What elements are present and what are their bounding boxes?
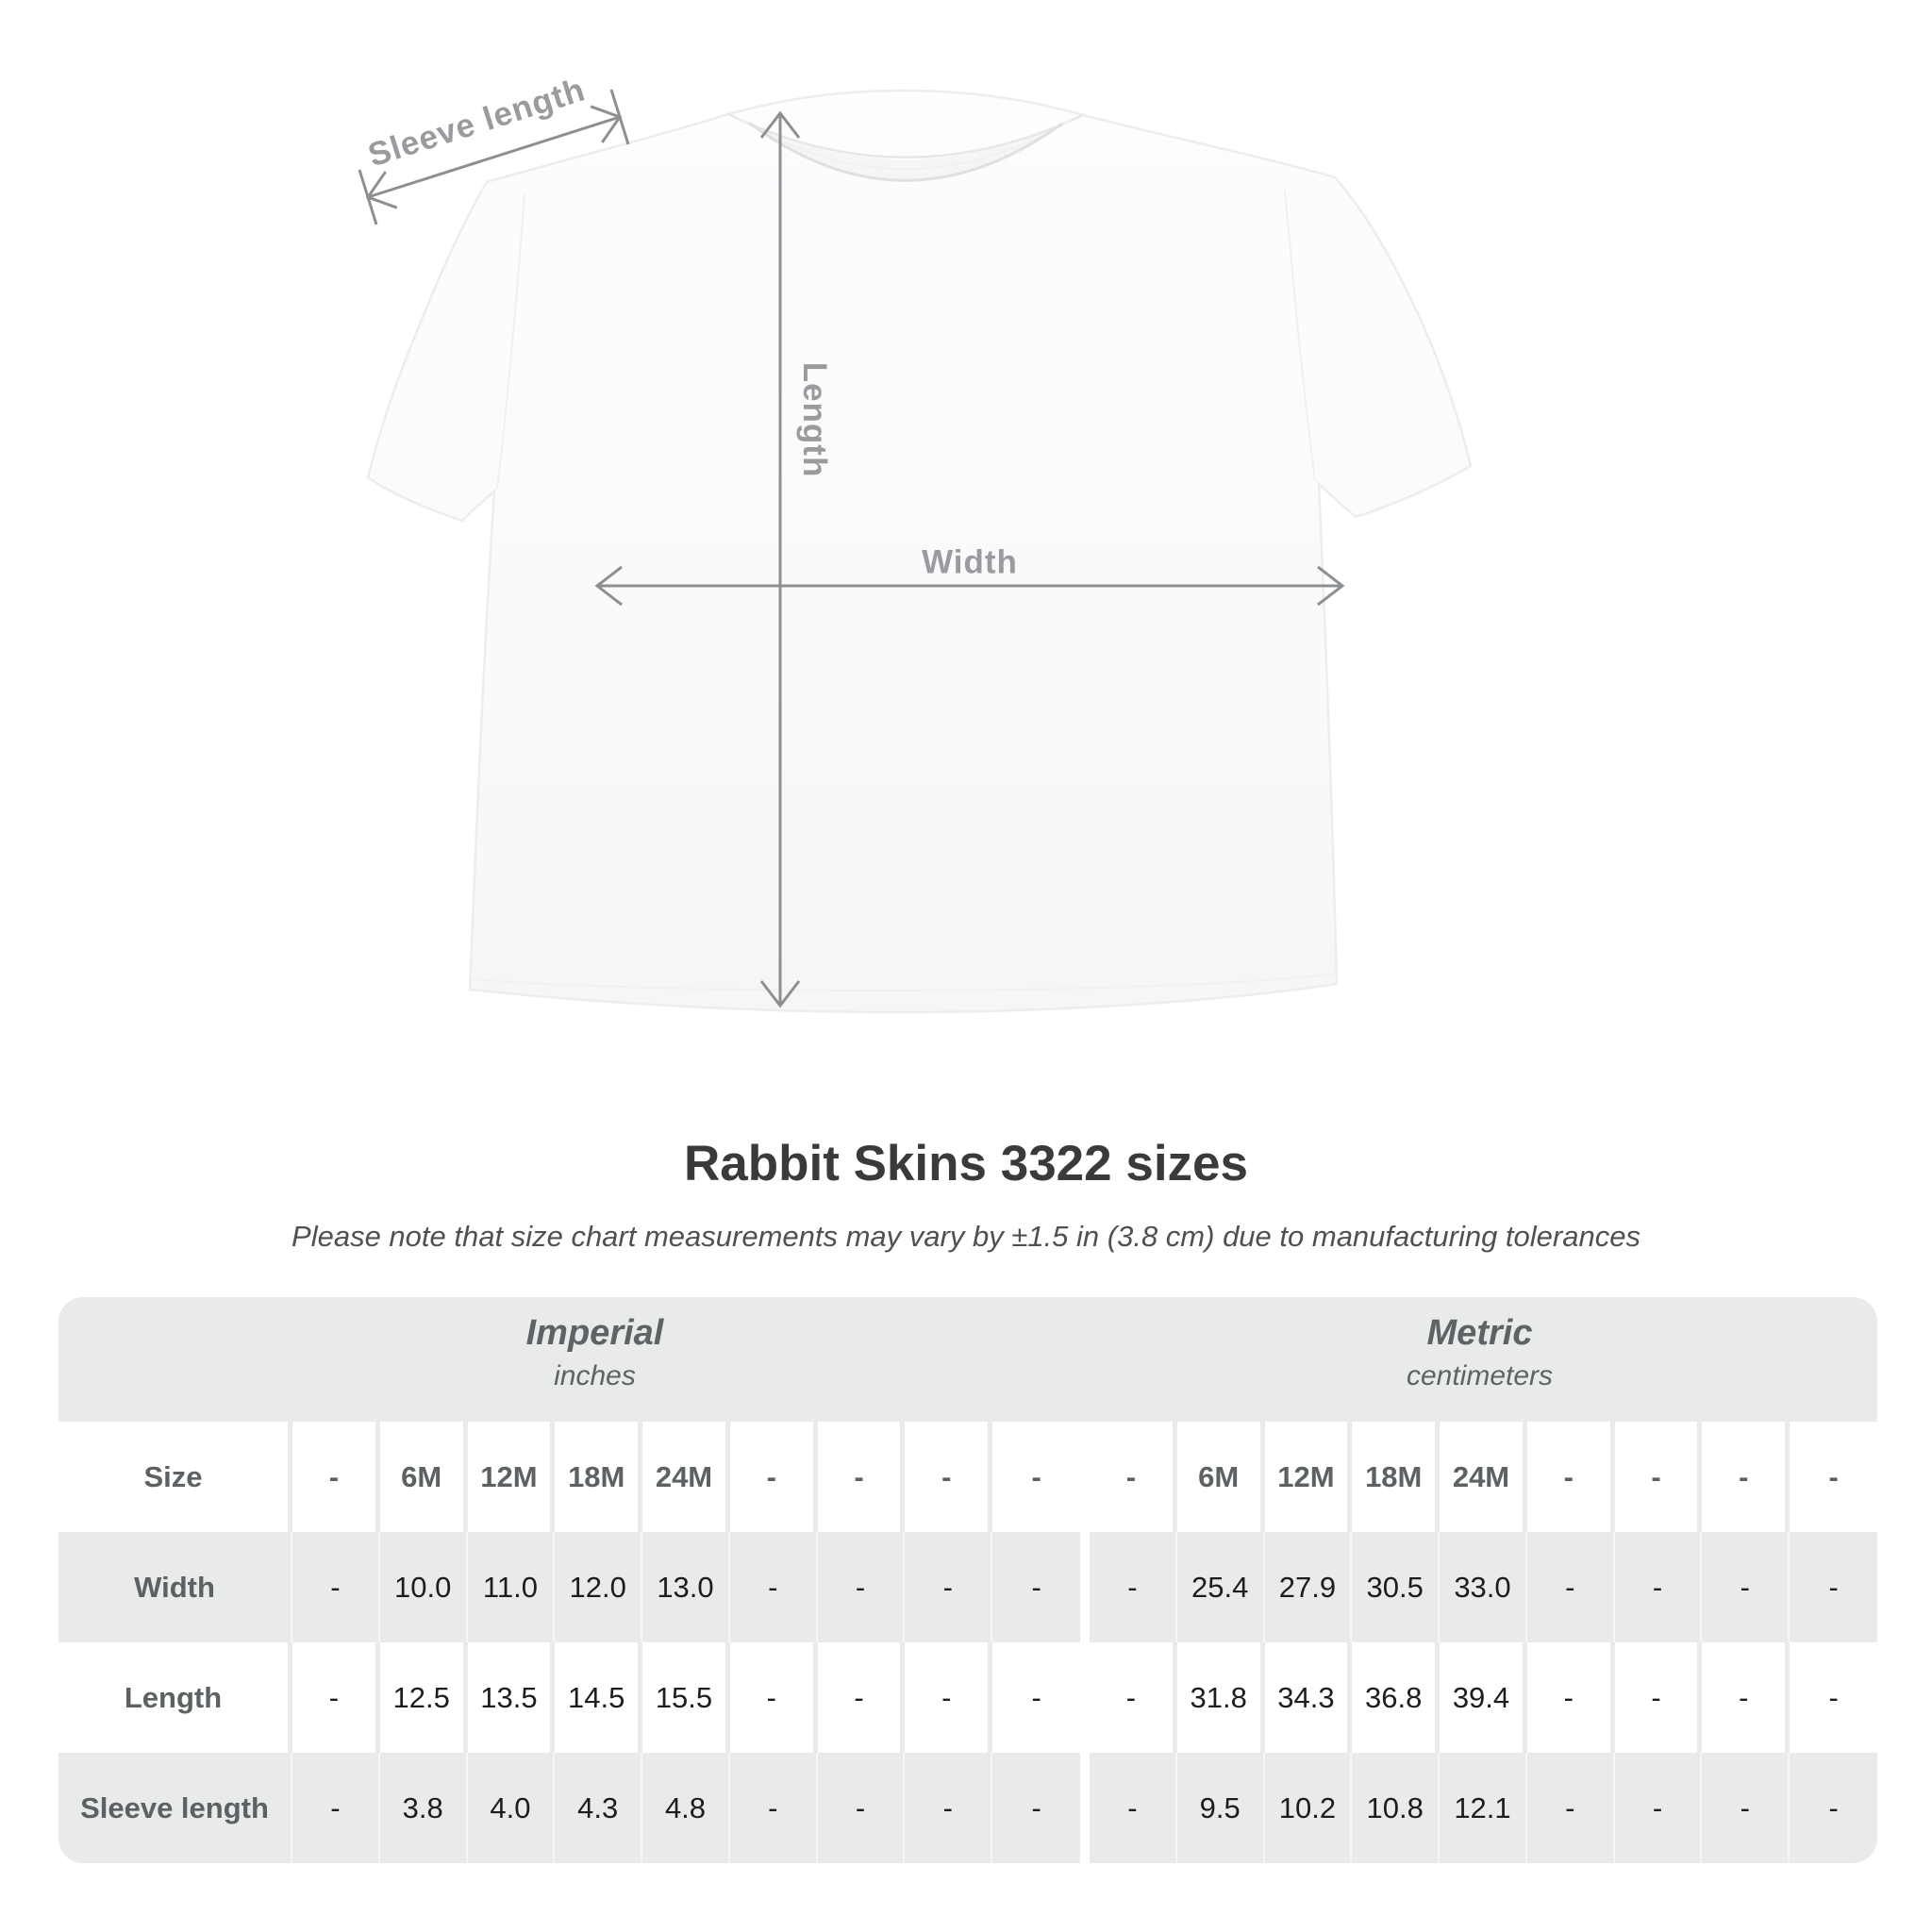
table-cell: 18M: [1352, 1422, 1440, 1532]
table-cell: 12M: [468, 1422, 556, 1532]
table-cell: 3.8: [380, 1753, 468, 1863]
table-cell: 34.3: [1265, 1642, 1353, 1753]
table-cell: -: [1702, 1753, 1790, 1863]
table-cell: -: [1615, 1532, 1703, 1642]
table-cell: -: [1031, 1570, 1041, 1604]
table-cell: -: [292, 1422, 380, 1532]
section-divider: [1080, 1642, 1090, 1753]
row-label: Width: [58, 1532, 292, 1642]
page-title: Rabbit Skins 3322 sizes: [683, 1136, 1248, 1191]
table-cell: -: [818, 1422, 906, 1532]
table-row-width: [58, 1532, 1877, 1642]
imperial-header: [58, 1297, 1082, 1422]
table-cell: -: [818, 1753, 906, 1863]
metric-title: Metric: [1426, 1313, 1533, 1353]
section-divider: [1080, 1422, 1090, 1532]
sleeve-tick-left: [359, 170, 376, 225]
row-label: Sleeve length: [58, 1753, 292, 1863]
section-divider: [1080, 1532, 1090, 1642]
table-header-band: [58, 1297, 1877, 1422]
section-divider: [1080, 1753, 1090, 1863]
table-cell: -: [818, 1532, 906, 1642]
imperial-unit: inches: [554, 1360, 636, 1391]
table-cell: 36.8: [1352, 1642, 1440, 1753]
table-cell: -: [818, 1642, 906, 1753]
table-cell: -: [292, 1642, 380, 1753]
table-cell: 4.3: [555, 1753, 642, 1863]
table-cell: 12.1: [1440, 1753, 1527, 1863]
table-cell: 12M: [1265, 1422, 1353, 1532]
table-cell: -: [1527, 1642, 1615, 1753]
table-cell: -: [905, 1422, 992, 1532]
table-cell: -: [730, 1532, 818, 1642]
table-cell: -: [1615, 1642, 1703, 1753]
row-label: Size: [58, 1422, 292, 1532]
table-cell: 11.0: [468, 1532, 556, 1642]
table-cell: 6M: [380, 1422, 468, 1532]
table-row-sleeve-length: [58, 1753, 1877, 1863]
table-cell: 12.5: [380, 1642, 468, 1753]
table-cell: 15.5: [642, 1642, 730, 1753]
table-cell: 10.8: [1352, 1753, 1440, 1863]
table-cell: -: [292, 1753, 380, 1863]
table-cell: -: [1828, 1570, 1839, 1604]
width-label: Width: [922, 543, 1018, 581]
imperial-title: Imperial: [525, 1313, 664, 1353]
table-cell: -: [1702, 1642, 1790, 1753]
metric-unit: centimeters: [1406, 1360, 1554, 1391]
table-cell: 13.0: [642, 1532, 730, 1642]
table-cell: 27.9: [1265, 1532, 1353, 1642]
table-cell: -: [905, 1532, 992, 1642]
table-cell: 9.5: [1177, 1753, 1265, 1863]
table-cell: -: [1828, 1790, 1839, 1824]
table-cell: -: [1790, 1422, 1877, 1532]
table-cell: 18M: [555, 1422, 642, 1532]
table-cell: 33.0: [1440, 1532, 1527, 1642]
table-cell: -: [905, 1753, 992, 1863]
table-cell: -: [992, 1422, 1080, 1532]
table-cell: -: [1790, 1642, 1877, 1753]
table-cell: -: [730, 1422, 818, 1532]
table-cell: 10.0: [380, 1532, 468, 1642]
table-row-size: [58, 1422, 1877, 1532]
table-cell: 25.4: [1177, 1532, 1265, 1642]
table-cell: 4.0: [468, 1753, 556, 1863]
table-cell: -: [905, 1642, 992, 1753]
length-label: Length: [795, 361, 833, 478]
table-cell: 12.0: [555, 1532, 642, 1642]
table-cell: -: [1702, 1422, 1790, 1532]
table-cell: -: [1031, 1790, 1041, 1824]
row-label: Length: [58, 1642, 292, 1753]
sleeve-length-label: Sleeve length: [363, 71, 590, 175]
size-table: [58, 1297, 1877, 1863]
table-cell: 6M: [1177, 1422, 1265, 1532]
page-subtitle: Please note that size chart measurements may vary by ±1.5 in (3.8 cm) due to manufacturing tolerances: [291, 1220, 1641, 1253]
tshirt-illustration: [368, 91, 1471, 1012]
table-cell: 14.5: [555, 1642, 642, 1753]
table-cell: -: [1090, 1753, 1177, 1863]
table-cell: 24M: [642, 1422, 730, 1532]
table-cell: 4.8: [642, 1753, 730, 1863]
table-cell: -: [1527, 1753, 1615, 1863]
table-cell: -: [1702, 1532, 1790, 1642]
table-cell: -: [1527, 1422, 1615, 1532]
table-cell: 31.8: [1177, 1642, 1265, 1753]
table-cell: 13.5: [468, 1642, 556, 1753]
table-cell: -: [1615, 1422, 1703, 1532]
metric-header: [1082, 1297, 1877, 1422]
table-cell: 10.2: [1265, 1753, 1353, 1863]
table-cell: -: [1527, 1532, 1615, 1642]
table-cell: 24M: [1440, 1422, 1527, 1532]
sleeve-tick-right: [611, 90, 628, 144]
table-cell: 30.5: [1352, 1532, 1440, 1642]
table-cell: -: [1615, 1753, 1703, 1863]
table-cell: -: [730, 1753, 818, 1863]
table-cell: -: [292, 1532, 380, 1642]
table-row-length: [58, 1642, 1877, 1753]
table-cell: -: [992, 1642, 1080, 1753]
table-cell: -: [1090, 1422, 1177, 1532]
table-cell: 39.4: [1440, 1642, 1527, 1753]
table-cell: -: [1090, 1532, 1177, 1642]
table-cell: -: [730, 1642, 818, 1753]
table-cell: -: [1090, 1642, 1177, 1753]
